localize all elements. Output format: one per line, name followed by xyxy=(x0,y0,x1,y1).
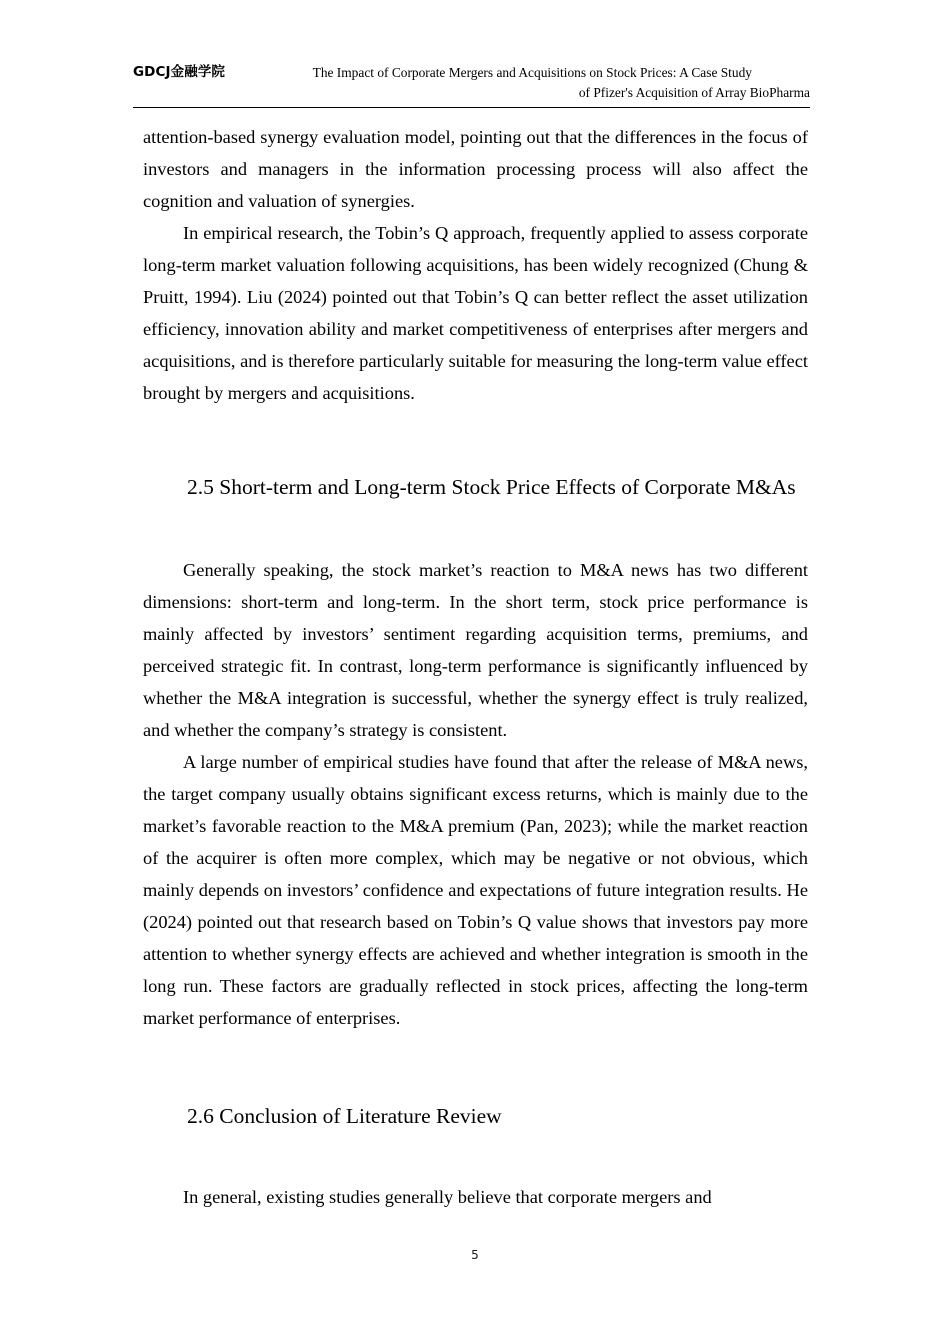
page-header xyxy=(133,63,810,108)
page-number: 5 xyxy=(471,1248,479,1262)
section-heading-2-6: 2.6 Conclusion of Literature Review xyxy=(187,1104,502,1128)
header-row xyxy=(133,63,810,103)
paragraph-tobins-q: In empirical research, the Tobin’s Q approach, frequently applied to assess corporate long-term market valuation following acquisitions, has been widely recognized (Chung & Pruitt, 1994). Liu (2024) pointed out that Tobin’s Q can better reflect the asset utilization efficiency, innovation ability and market competitiveness of enterprises after mergers and acquisitions, and is therefore particularly suitable for measuring the long-term value effect brought by mergers and acquisitions. xyxy=(143,223,808,403)
spacer-after-section-2-6 xyxy=(143,1133,808,1181)
running-title xyxy=(225,63,810,103)
paragraph-empirical-studies: A large number of empirical studies have found that after the release of M&A news, the target company usually obtains significant excess returns, which is mainly due to the market’s favorable reaction to the M&A premium (Pan, 2023); while the market reaction of the acquirer is often more complex, which may be negative or not obvious, which mainly depends on investors’ confidence and expectations of future integration results. He (2024) pointed out that research based on Tobin’s Q value shows that investors pay more attention to whether synergy effects are achieved and whether integration is smooth in the long run. These factors are gradually reflected in stock prices, affecting the long-term market performance of enterprises. xyxy=(143,752,808,1028)
paragraph-continuation: attention-based synergy evaluation model, pointing out that the differences in the focus of investors and managers in the information processing process will also affect the cognition and valuation of synergies. xyxy=(143,127,808,211)
page-content xyxy=(143,121,808,1213)
spacer-before-section-2-6 xyxy=(143,1034,808,1100)
paragraph-conclusion-start: In general, existing studies generally believe that corporate mergers and xyxy=(183,1187,712,1207)
running-title-line-1: The Impact of Corporate Mergers and Acquisitions on Stock Prices: A Case Study xyxy=(312,65,752,80)
running-title-line-2: of Pfizer's Acquisition of Array BioPharma xyxy=(578,84,810,100)
section-heading-2-5: 2.5 Short-term and Long-term Stock Price Effects of Corporate M&As xyxy=(187,475,796,499)
institution-logo-text: GDCJ金融学院 xyxy=(133,64,226,80)
paragraph-market-reaction-dimensions: Generally speaking, the stock market’s reaction to M&A news has two different dimensions: short-term and long-term. In the short term, stock price performance is mainly affected by investors’ sentiment regarding acquisition terms, premiums, and perceived strategic fit. In contrast, long-term performance is significantly influenced by whether the M&A integration is successful, whether the synergy effect is truly realized, and whether the company’s strategy is consistent. xyxy=(143,560,808,740)
spacer-before-section-2-5 xyxy=(143,409,808,471)
spacer-after-section-2-5 xyxy=(143,504,808,554)
